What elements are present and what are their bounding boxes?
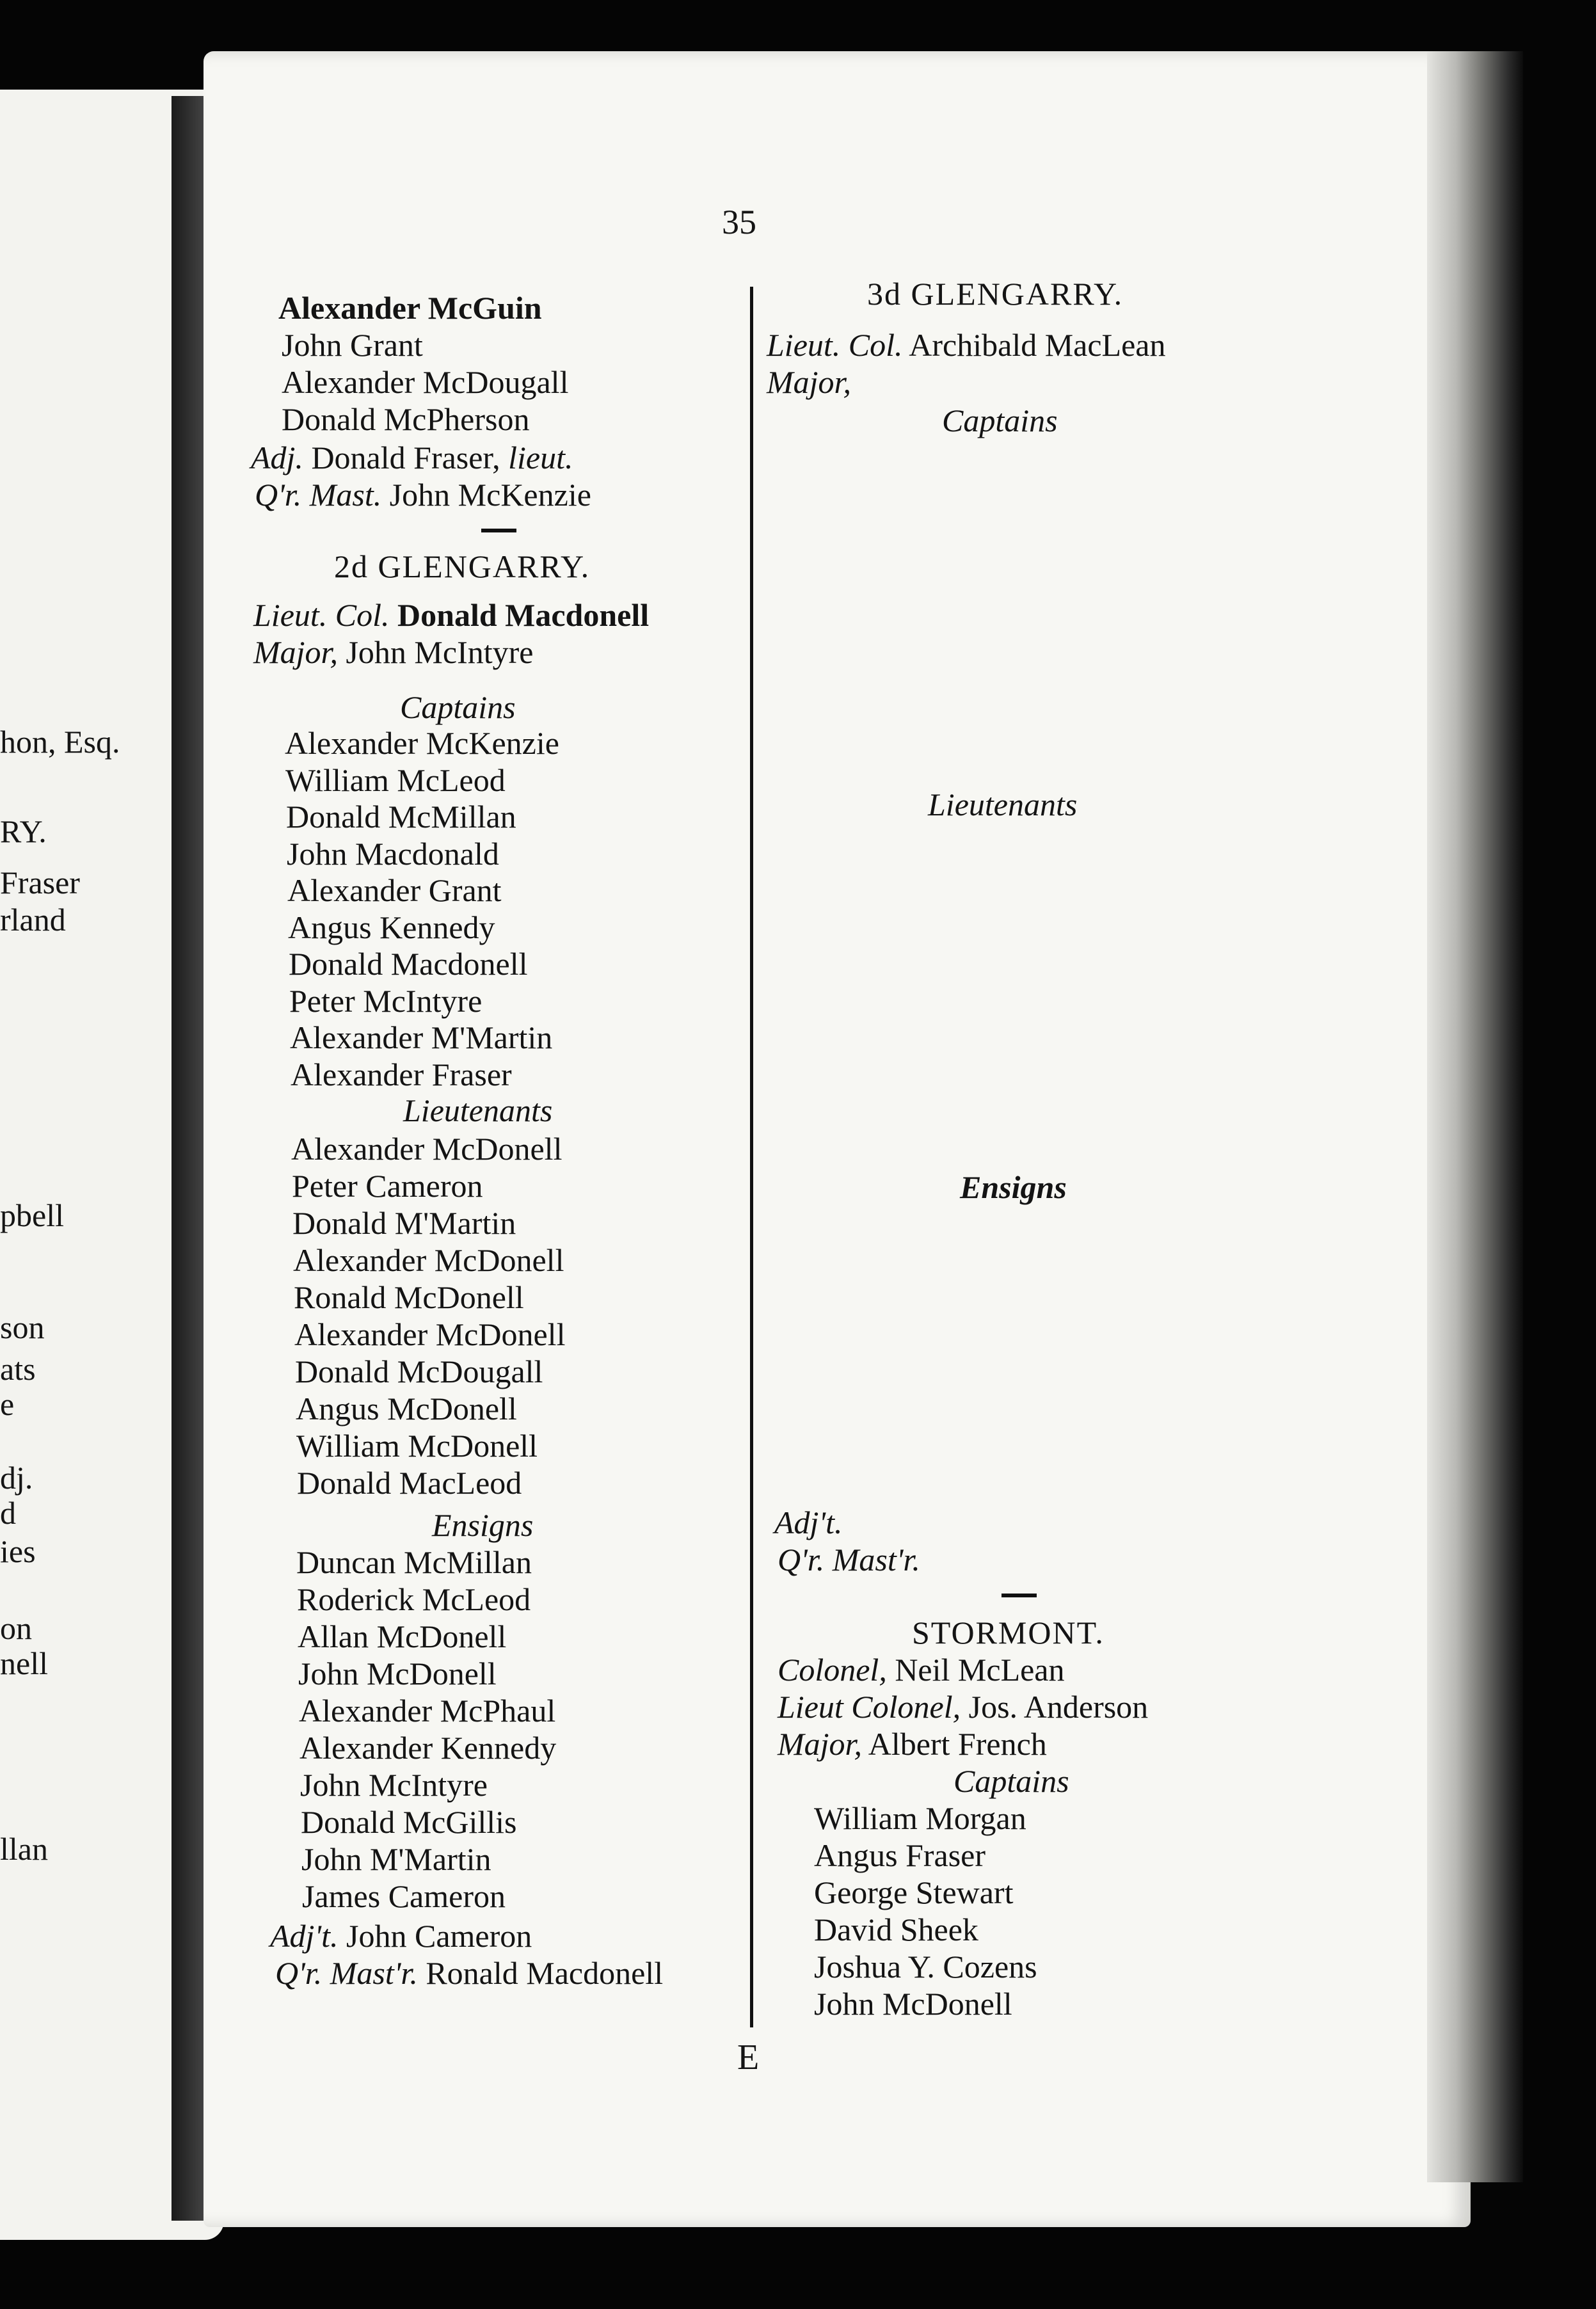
lieut-colonel-name: Jos. Anderson (968, 1689, 1149, 1725)
facing-page-fragment: llan (0, 1831, 48, 1867)
lieut-col-title: Lieut. Col. (253, 597, 390, 633)
lieutenant-name: Donald MacLeod (297, 1465, 522, 1501)
adj-rank: lieut. (508, 440, 573, 475)
col2-lieut-col-line (767, 326, 1165, 364)
captain-name: William Morgan (814, 1800, 1026, 1836)
adj-title: Adj. (251, 440, 303, 475)
adjt-title: Adj't. (270, 1918, 339, 1954)
lieutenant-name: Ronald McDonell (294, 1279, 524, 1315)
facing-page-fragment: rland (0, 902, 66, 938)
signature-mark: E (737, 2038, 760, 2077)
heading-stormont: STORMONT. (912, 1615, 1105, 1650)
lieutenant-name: Peter Cameron (292, 1168, 483, 1204)
lieutenants-label: Lieutenants (403, 1092, 553, 1128)
ensign-name: Duncan McMillan (296, 1544, 532, 1580)
captain-name: William McLeod (285, 762, 506, 798)
captain-name: Alexander M'Martin (290, 1019, 553, 1055)
col2-major-title: Major, (767, 364, 851, 400)
col2-ensigns-label: Ensigns (960, 1169, 1067, 1205)
col2-captains2-label: Captains (954, 1763, 1069, 1799)
lieutenant-name: William McDonell (296, 1428, 538, 1464)
qr-mast-title: Q'r. Mast. (255, 477, 382, 513)
page-edge (1427, 51, 1523, 2182)
heading-3d-glengarry: 3d GLENGARRY. (867, 276, 1124, 312)
captain-name: David Sheek (814, 1912, 978, 1947)
facing-page-fragment: hon, Esq. (0, 724, 120, 760)
facing-page-fragment: pbell (0, 1197, 64, 1233)
ensign-name: John McDonell (298, 1656, 497, 1691)
ensign-name: Allan McDonell (298, 1618, 507, 1654)
col2-captains-label: Captains (942, 403, 1058, 438)
qr-mastr-title: Q'r. Mast'r. (275, 1955, 418, 1991)
facing-page-fragment: d (0, 1495, 16, 1531)
major-name: John McIntyre (346, 634, 534, 670)
qr-mastr-line (275, 1954, 663, 1992)
facing-page-fragment: Fraser (0, 865, 80, 900)
ensign-name: Roderick McLeod (297, 1581, 531, 1617)
ensign-name: James Cameron (302, 1878, 506, 1914)
captain-name: Donald McMillan (286, 799, 516, 835)
col1-name: Alexander McDougall (282, 364, 569, 400)
colonel-name: Neil McLean (895, 1652, 1065, 1688)
adj-name: Donald Fraser, (311, 440, 500, 475)
section-divider (481, 529, 516, 532)
lieut-colonel-title: Lieut Colonel, (778, 1689, 961, 1725)
adjutant-line (251, 439, 573, 476)
column-divider (750, 287, 753, 2027)
col2-lieut-col-title: Lieut. Col. (767, 327, 903, 363)
captain-name: John Macdonald (287, 835, 499, 872)
ensigns-label: Ensigns (432, 1507, 534, 1543)
adjt-name: John Cameron (346, 1918, 532, 1954)
major-title: Major, (253, 634, 338, 670)
facing-page-fragment: ies (0, 1533, 36, 1569)
ensign-name: Donald McGillis (301, 1804, 517, 1840)
col2-lieutenants-label: Lieutenants (928, 787, 1078, 822)
lieutenant-name: Donald McDougall (295, 1354, 543, 1389)
quartermaster-line (255, 476, 591, 513)
captain-name: Donald Macdonell (289, 946, 528, 982)
facing-page-fragment: RY. (0, 813, 47, 849)
col2-major2-line (778, 1725, 1047, 1762)
lieutenant-name: Alexander McDonell (294, 1316, 566, 1352)
facing-page-fragment: nell (0, 1645, 48, 1681)
col1-name: Donald McPherson (282, 401, 530, 437)
captain-name: Alexander McKenzie (285, 725, 559, 761)
facing-page-fragment: dj. (0, 1460, 33, 1496)
lieut-col-name: Donald Macdonell (397, 597, 650, 633)
lieutenant-name: Alexander McDonell (291, 1131, 563, 1167)
captain-name: Joshua Y. Cozens (814, 1949, 1037, 1985)
lieut-col-line (253, 596, 649, 634)
col2-qr-mastr-title: Q'r. Mast'r. (778, 1542, 920, 1578)
col1-name: Alexander McGuin (278, 290, 542, 326)
captain-name: Peter McIntyre (289, 982, 483, 1019)
captain-name: Angus Fraser (814, 1837, 986, 1873)
col2-lieut-col-name: Archibald MacLean (909, 327, 1166, 363)
captains-label: Captains (400, 689, 516, 725)
lieutenant-name: Angus McDonell (296, 1391, 517, 1426)
colonel-line (778, 1651, 1065, 1688)
ensign-name: Alexander Kennedy (299, 1730, 557, 1766)
captain-name: Angus Kennedy (288, 909, 495, 945)
captain-name: Alexander Grant (287, 872, 502, 908)
major2-name: Albert French (868, 1726, 1047, 1762)
ensign-name: John McIntyre (300, 1767, 488, 1803)
col2-adjt-title: Adj't. (774, 1505, 843, 1540)
lieutenant-name: Alexander McDonell (293, 1242, 564, 1278)
captain-name: George Stewart (814, 1874, 1014, 1910)
lieut-colonel-line (778, 1688, 1148, 1725)
page-number: 35 (722, 203, 756, 241)
section-divider (1001, 1594, 1037, 1597)
captain-name: John McDonell (814, 1986, 1012, 2022)
heading-2d-glengarry: 2d GLENGARRY. (334, 548, 591, 584)
qr-mastr-name: Ronald Macdonell (426, 1955, 664, 1991)
facing-page-fragment: on (0, 1610, 32, 1646)
ensign-name: Alexander McPhaul (299, 1693, 556, 1729)
ensign-name: John M'Martin (301, 1841, 491, 1877)
facing-page-fragment: ats (0, 1351, 36, 1387)
col1-name: John Grant (282, 327, 423, 363)
adjt-line (270, 1917, 532, 1954)
qr-mast-name: John McKenzie (389, 477, 591, 513)
facing-page-fragment: e (0, 1386, 15, 1422)
lieutenant-name: Donald M'Martin (292, 1205, 516, 1241)
major2-title: Major, (778, 1726, 862, 1762)
major-line (253, 634, 533, 671)
facing-page-fragment: son (0, 1309, 45, 1345)
colonel-title: Colonel, (778, 1652, 887, 1688)
captain-name: Alexander Fraser (291, 1056, 512, 1092)
